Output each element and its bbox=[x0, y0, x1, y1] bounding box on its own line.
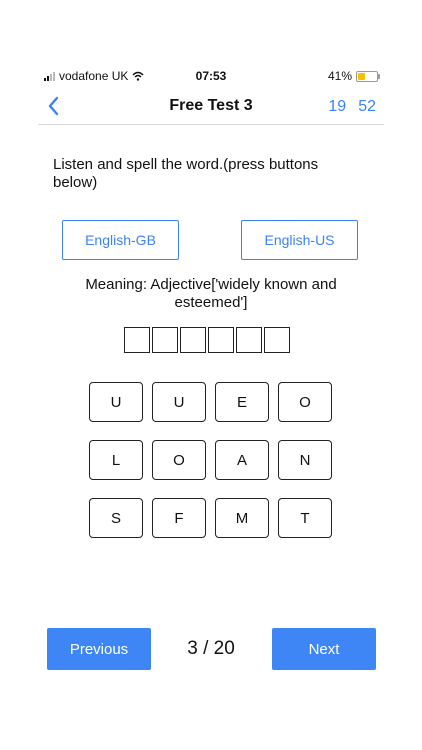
previous-button[interactable]: Previous bbox=[47, 628, 151, 670]
counter-a: 19 bbox=[328, 98, 347, 115]
app-screen bbox=[38, 66, 384, 686]
meaning-text: Meaning: Adjective['widely known and esteemed'] bbox=[85, 276, 337, 311]
question-progress: 3 / 20 bbox=[187, 638, 235, 659]
battery-group bbox=[328, 69, 378, 83]
letter-key[interactable]: N bbox=[278, 440, 332, 480]
letter-key[interactable]: A bbox=[215, 440, 269, 480]
letter-key[interactable]: O bbox=[278, 382, 332, 422]
letter-key[interactable]: U bbox=[89, 382, 143, 422]
english-us-button[interactable]: English-US bbox=[241, 220, 358, 260]
letter-key[interactable]: L bbox=[89, 440, 143, 480]
letter-key[interactable]: E bbox=[215, 382, 269, 422]
answer-slot bbox=[124, 327, 150, 353]
navigation-bar bbox=[38, 88, 384, 125]
answer-slots bbox=[124, 327, 290, 353]
answer-slot bbox=[208, 327, 234, 353]
battery-percent: 41% bbox=[327, 69, 352, 83]
score-counters bbox=[328, 98, 376, 116]
counter-b: 52 bbox=[358, 98, 376, 115]
carrier-name: vodafone UK bbox=[59, 69, 129, 83]
english-gb-button[interactable]: English-GB bbox=[62, 220, 179, 260]
status-time: 07:53 bbox=[195, 69, 227, 83]
answer-slot bbox=[236, 327, 262, 353]
letter-key[interactable]: O bbox=[152, 440, 206, 480]
answer-slot bbox=[152, 327, 178, 353]
letter-key[interactable]: F bbox=[152, 498, 206, 538]
battery-icon bbox=[356, 71, 378, 82]
instruction-text: Listen and spell the word.(press buttons below) bbox=[53, 156, 319, 191]
answer-slot bbox=[180, 327, 206, 353]
page-title: Free Test 3 bbox=[169, 97, 253, 114]
letter-key[interactable]: U bbox=[152, 382, 206, 422]
next-button[interactable]: Next bbox=[272, 628, 376, 670]
letter-key[interactable]: M bbox=[215, 498, 269, 538]
letter-keypad bbox=[89, 382, 332, 552]
letter-key[interactable]: S bbox=[89, 498, 143, 538]
answer-slot bbox=[264, 327, 290, 353]
letter-key[interactable]: T bbox=[278, 498, 332, 538]
status-bar bbox=[38, 66, 384, 86]
